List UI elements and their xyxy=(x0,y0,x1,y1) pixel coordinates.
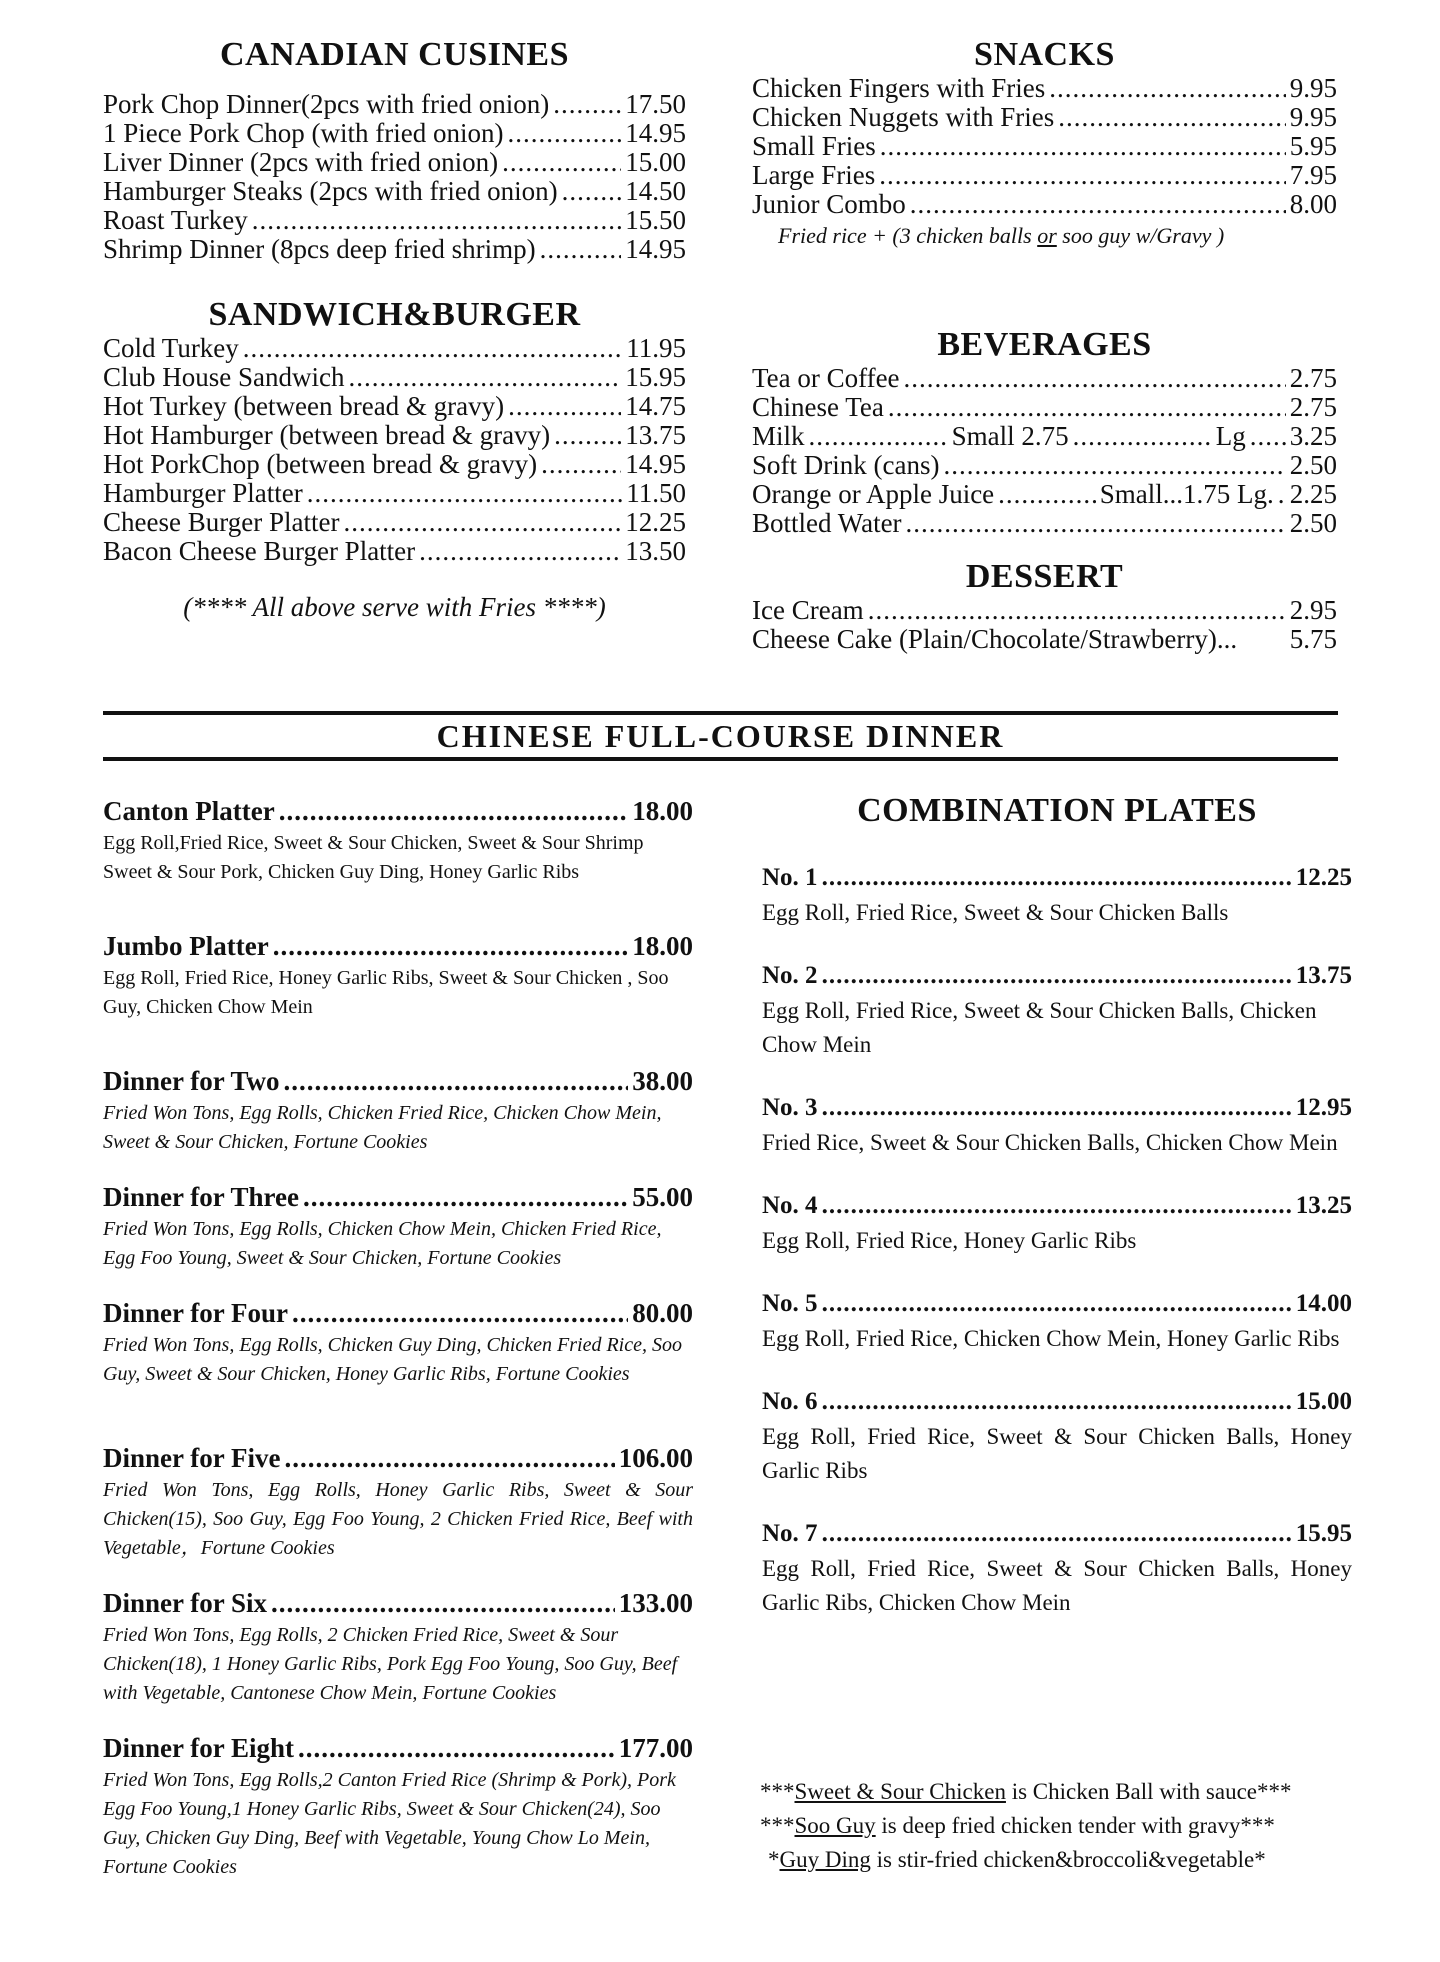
leader-dots xyxy=(252,206,621,235)
leader-dots xyxy=(303,1181,628,1213)
snacks-section xyxy=(752,36,1337,249)
menu-item xyxy=(103,90,686,119)
combo-item xyxy=(762,1518,1352,1620)
sandwich-heading: SANDWICH&BURGER xyxy=(208,296,581,333)
item-name: Hamburger Steaks (2pcs with fried onion) xyxy=(103,176,558,206)
combo-price: 15.00 xyxy=(1295,1388,1352,1415)
combo-title-row xyxy=(762,862,1352,894)
item-large-label: Lg xyxy=(1215,421,1246,451)
footnote-prefix: * xyxy=(768,1847,780,1872)
leader-dots xyxy=(554,421,621,450)
combo-title-row xyxy=(762,960,1352,992)
menu-item xyxy=(103,363,686,392)
item-price: 14.75 xyxy=(625,391,686,421)
item-name: Junior Combo xyxy=(752,189,906,219)
item-name: Cheese Burger Platter xyxy=(103,507,340,537)
combo-item xyxy=(762,1386,1352,1488)
leader-dots xyxy=(1278,480,1286,509)
combos-section xyxy=(762,792,1352,1650)
combo-price: 14.00 xyxy=(1295,1290,1352,1317)
platter-name: Dinner for Four xyxy=(103,1298,288,1328)
combos-heading: COMBINATION PLATES xyxy=(857,792,1257,829)
item-name: Bottled Water xyxy=(752,508,902,538)
combo-name: No. 5 xyxy=(762,1290,818,1317)
item-name: Small Fries xyxy=(752,131,876,161)
leader-dots xyxy=(822,1386,1292,1418)
beverages-section xyxy=(752,326,1337,538)
platter-name: Dinner for Five xyxy=(103,1443,281,1473)
item-price: 14.95 xyxy=(625,118,686,148)
menu-item xyxy=(752,393,1337,422)
footnote-term: Soo Guy xyxy=(794,1813,876,1838)
divider-bottom xyxy=(103,757,1338,761)
item-price: 9.95 xyxy=(1289,73,1337,103)
combo-desc: Egg Roll, Fried Rice, Sweet & Sour Chicken Balls, Honey Garlic Ribs xyxy=(762,1424,1352,1483)
platter-desc: Egg Roll, Fried Rice, Honey Garlic Ribs, Sweet & Sour Chicken , Soo Guy, Chicken Chow Mein xyxy=(103,967,669,1018)
menu-item xyxy=(103,206,686,235)
platter-price: 133.00 xyxy=(618,1588,693,1618)
item-name: Soft Drink (cans) xyxy=(752,450,940,480)
menu-item xyxy=(103,177,686,206)
item-price: 2.95 xyxy=(1289,595,1337,625)
item-price: 15.95 xyxy=(625,362,686,392)
footnote xyxy=(760,1775,1360,1809)
platter-name: Canton Platter xyxy=(103,796,275,826)
leader-dots xyxy=(273,930,629,962)
menu-item xyxy=(752,625,1337,654)
item-name: Bacon Cheese Burger Platter xyxy=(103,536,416,566)
note-text: soo guy w/Gravy ) xyxy=(1056,223,1225,248)
leader-dots xyxy=(1058,103,1286,132)
leader-dots xyxy=(822,862,1292,894)
item-name: Shrimp Dinner (8pcs deep fried shrimp) xyxy=(103,234,536,264)
combo-name: No. 7 xyxy=(762,1520,818,1547)
platter-desc: Fried Won Tons, Egg Rolls, 2 Chicken Fried Rice, Sweet & Sour Chicken(18), 1 Honey Garlic Ribs, Pork Egg Foo Young, Soo Guy, Beef with Vegetable, Cantonese Chow Mein, Fortune Cookies xyxy=(103,1624,678,1704)
divider-top xyxy=(103,711,1338,715)
item-price: 11.95 xyxy=(626,333,686,363)
leader-dots xyxy=(562,177,622,206)
leader-dots xyxy=(1073,422,1212,451)
dessert-heading: DESSERT xyxy=(965,558,1124,595)
snacks-heading: SNACKS xyxy=(974,36,1115,73)
canadian-heading: CANADIAN CUSINES xyxy=(220,36,569,73)
combo-desc: Egg Roll, Fried Rice, Sweet & Sour Chicken Balls, Chicken Chow Mein xyxy=(762,998,1317,1057)
platter-desc: Fried Won Tons, Egg Rolls, Chicken Guy Ding, Chicken Fried Rice, Soo Guy, Sweet & Sour Chicken, Honey Garlic Ribs, Fortune Cookies xyxy=(103,1334,682,1385)
item-name: Club House Sandwich xyxy=(103,362,345,392)
platter-item xyxy=(103,1732,693,1882)
platter-item xyxy=(103,1181,693,1297)
combo-name: No. 2 xyxy=(762,962,818,989)
leader-dots xyxy=(822,1518,1292,1550)
item-name: Cheese Cake (Plain/Chocolate/Strawberry)... xyxy=(752,624,1238,654)
leader-dots xyxy=(998,480,1096,509)
combo-item xyxy=(762,960,1352,1062)
combo-item xyxy=(762,862,1352,930)
leader-dots xyxy=(419,537,621,566)
combo-price: 12.95 xyxy=(1295,1094,1352,1121)
sandwich-list xyxy=(103,334,686,566)
footnote-text: is deep fried chicken tender with gravy*** xyxy=(875,1813,1275,1838)
menu-item xyxy=(103,392,686,421)
menu-item xyxy=(752,596,1337,625)
platter-title-row xyxy=(103,1065,693,1097)
combo-title-row xyxy=(762,1190,1352,1222)
sandwich-section xyxy=(103,296,686,566)
platter-title-row xyxy=(103,1442,693,1474)
leader-dots xyxy=(541,450,621,479)
platter-name: Jumbo Platter xyxy=(103,931,269,961)
junior-combo-note xyxy=(778,223,1337,249)
combo-item xyxy=(762,1288,1352,1356)
platter-item xyxy=(103,1065,693,1181)
combo-name: No. 4 xyxy=(762,1192,818,1219)
leader-dots xyxy=(540,235,622,264)
item-price: 14.50 xyxy=(625,176,686,206)
menu-item xyxy=(752,509,1337,538)
menu-item xyxy=(103,450,686,479)
footnote-term: Guy Ding xyxy=(779,1847,871,1872)
footnote xyxy=(760,1809,1360,1843)
menu-item xyxy=(103,235,686,264)
combo-price: 12.25 xyxy=(1295,864,1352,891)
leader-dots xyxy=(822,1288,1292,1320)
note-text: Fried rice + (3 chicken balls xyxy=(778,223,1038,248)
leader-dots xyxy=(943,451,1285,480)
platter-item xyxy=(103,930,693,1065)
leader-dots xyxy=(298,1732,615,1764)
combo-name: No. 1 xyxy=(762,864,818,891)
item-price: 5.75 xyxy=(1289,624,1337,654)
leader-dots xyxy=(279,795,629,827)
item-price: 15.50 xyxy=(625,205,686,235)
leader-dots xyxy=(271,1587,615,1619)
combo-price: 15.95 xyxy=(1295,1520,1352,1547)
leader-dots xyxy=(822,1092,1292,1124)
item-name: Chinese Tea xyxy=(752,392,884,422)
platter-desc: Fried Won Tons, Egg Rolls, Chicken Chow Mein, Chicken Fried Rice, Egg Foo Young, Sweet & Sour Chicken, Fortune Cookies xyxy=(103,1218,662,1269)
leader-dots xyxy=(1250,422,1286,451)
platter-name: Dinner for Six xyxy=(103,1588,268,1618)
combo-desc: Egg Roll, Fried Rice, Sweet & Sour Chicken Balls, Honey Garlic Ribs, Chicken Chow Mein xyxy=(762,1556,1352,1615)
item-name: Pork Chop Dinner(2pcs with fried onion) xyxy=(103,89,550,119)
item-name: Chicken Nuggets with Fries xyxy=(752,102,1055,132)
platter-desc: Fried Won Tons, Egg Rolls, Chicken Fried Rice, Chicken Chow Mein, Sweet & Sour Chicken, Fortune Cookies xyxy=(103,1102,662,1153)
item-name: Cold Turkey xyxy=(103,333,239,363)
leader-dots xyxy=(507,119,621,148)
platter-name: Dinner for Eight xyxy=(103,1733,295,1763)
item-name: Roast Turkey xyxy=(103,205,248,235)
platter-desc: Fried Won Tons, Egg Rolls,2 Canton Fried Rice (Shrimp & Pork), Pork Egg Foo Young,1 Honey Garlic Ribs, Sweet & Sour Chicken(24), Soo Guy, Chicken Guy Ding, Beef with Vegetable, Young Chow Lo Mein, Fortune Cookies xyxy=(103,1769,676,1878)
platter-title-row xyxy=(103,1732,693,1764)
combo-title-row xyxy=(762,1518,1352,1550)
footnote xyxy=(760,1843,1360,1877)
platter-item xyxy=(103,1587,693,1732)
combo-name: No. 6 xyxy=(762,1388,818,1415)
platter-price: 18.00 xyxy=(632,931,693,961)
platter-price: 18.00 xyxy=(632,796,693,826)
menu-item xyxy=(103,508,686,537)
leader-dots xyxy=(880,132,1286,161)
item-name: Hot Hamburger (between bread & gravy) xyxy=(103,420,551,450)
item-name: Hamburger Platter xyxy=(103,478,303,508)
combo-desc: Fried Rice, Sweet & Sour Chicken Balls, Chicken Chow Mein xyxy=(762,1130,1338,1155)
platter-price: 55.00 xyxy=(632,1182,693,1212)
platter-item xyxy=(103,1442,693,1587)
item-price: 17.50 xyxy=(625,89,686,119)
menu-item xyxy=(752,451,1337,480)
menu-item xyxy=(103,148,686,177)
item-name: Ice Cream xyxy=(752,595,864,625)
leader-dots xyxy=(822,1190,1292,1222)
leader-dots xyxy=(553,90,621,119)
menu-item xyxy=(103,334,686,363)
menu-item-juice xyxy=(752,480,1337,509)
combo-price: 13.75 xyxy=(1295,962,1352,989)
platter-title-row xyxy=(103,1587,693,1619)
canadian-section xyxy=(103,36,686,264)
menu-item xyxy=(103,537,686,566)
platter-price: 106.00 xyxy=(618,1443,693,1473)
platters-section xyxy=(103,795,693,1882)
menu-item xyxy=(103,479,686,508)
leader-dots xyxy=(1049,74,1286,103)
item-price: 14.95 xyxy=(625,234,686,264)
platter-price: 80.00 xyxy=(632,1298,693,1328)
item-name: Hot Turkey (between bread & gravy) xyxy=(103,391,505,421)
footnote-text: is stir-fried chicken&broccoli&vegetable* xyxy=(870,1847,1266,1872)
platter-title-row xyxy=(103,930,693,962)
leader-dots xyxy=(343,508,621,537)
platter-name: Dinner for Two xyxy=(103,1066,280,1096)
footnotes xyxy=(760,1775,1360,1877)
item-price: 12.25 xyxy=(625,507,686,537)
combo-item xyxy=(762,1092,1352,1160)
item-name: Milk xyxy=(752,421,805,451)
leader-dots xyxy=(822,960,1292,992)
dessert-section xyxy=(752,558,1337,654)
item-price: 9.95 xyxy=(1289,102,1337,132)
leader-dots xyxy=(292,1297,628,1329)
platter-item xyxy=(103,1297,693,1442)
leader-dots xyxy=(243,334,622,363)
combo-name: No. 3 xyxy=(762,1094,818,1121)
combo-desc: Egg Roll, Fried Rice, Sweet & Sour Chicken Balls xyxy=(762,900,1229,925)
platter-title-row xyxy=(103,1297,693,1329)
menu-item xyxy=(752,74,1337,103)
combo-title-row xyxy=(762,1288,1352,1320)
leader-dots xyxy=(284,1065,629,1097)
leader-dots xyxy=(910,190,1286,219)
leader-dots xyxy=(906,509,1286,538)
footnote-prefix: *** xyxy=(760,1813,795,1838)
item-price: 7.95 xyxy=(1289,160,1337,190)
beverages-heading: BEVERAGES xyxy=(937,326,1152,363)
platter-item xyxy=(103,795,693,930)
item-price: 13.50 xyxy=(625,536,686,566)
item-price: 2.50 xyxy=(1289,508,1337,538)
leader-dots xyxy=(904,364,1286,393)
platter-price: 38.00 xyxy=(632,1066,693,1096)
menu-item xyxy=(752,132,1337,161)
combo-price: 13.25 xyxy=(1295,1192,1352,1219)
leader-dots xyxy=(508,392,621,421)
item-price: 2.25 xyxy=(1289,479,1337,509)
item-name: Chicken Fingers with Fries xyxy=(752,73,1046,103)
footnote-prefix: *** xyxy=(760,1779,795,1804)
item-price: 2.50 xyxy=(1289,450,1337,480)
platter-price: 177.00 xyxy=(618,1733,693,1763)
footnote-text: is Chicken Ball with sauce*** xyxy=(1005,1779,1292,1804)
platter-title-row xyxy=(103,1181,693,1213)
leader-dots xyxy=(348,363,621,392)
footnote-term: Sweet & Sour Chicken xyxy=(794,1779,1006,1804)
combo-title-row xyxy=(762,1092,1352,1124)
leader-dots xyxy=(868,596,1286,625)
canadian-list xyxy=(103,90,686,264)
platter-name: Dinner for Three xyxy=(103,1182,300,1212)
item-name: Orange or Apple Juice xyxy=(752,479,995,509)
menu-item xyxy=(752,161,1337,190)
item-price: 11.50 xyxy=(626,478,686,508)
item-price: 3.25 xyxy=(1289,421,1337,451)
combo-title-row xyxy=(762,1386,1352,1418)
item-price: 14.95 xyxy=(625,449,686,479)
leader-dots xyxy=(809,422,948,451)
item-price: 13.75 xyxy=(625,420,686,450)
item-name: Tea or Coffee xyxy=(752,363,900,393)
item-sizes: Small...1.75 Lg. xyxy=(1099,479,1274,509)
platter-title-row xyxy=(103,795,693,827)
item-price: 15.00 xyxy=(625,147,686,177)
combo-item xyxy=(762,1190,1352,1258)
menu-item xyxy=(103,421,686,450)
item-price: 8.00 xyxy=(1289,189,1337,219)
leader-dots xyxy=(879,161,1286,190)
combo-desc: Egg Roll, Fried Rice, Chicken Chow Mein, Honey Garlic Ribs xyxy=(762,1326,1340,1351)
fries-note: (**** All above serve with Fries ****) xyxy=(183,592,606,622)
item-price: 2.75 xyxy=(1289,363,1337,393)
leader-dots xyxy=(888,393,1286,422)
note-or: or xyxy=(1037,223,1057,248)
item-price: 2.75 xyxy=(1289,392,1337,422)
leader-dots xyxy=(284,1442,614,1474)
item-name: Large Fries xyxy=(752,160,876,190)
leader-dots xyxy=(307,479,623,508)
menu-item-milk xyxy=(752,422,1337,451)
menu-item xyxy=(103,119,686,148)
item-price: 5.95 xyxy=(1289,131,1337,161)
platter-desc: Fried Won Tons, Egg Rolls, Honey Garlic Ribs, Sweet & Sour Chicken(15), Soo Guy, Egg Foo Young, 2 Chicken Fried Rice, Beef with Vegetable，Fortune Cookies xyxy=(103,1479,693,1559)
item-name: Hot PorkChop (between bread & gravy) xyxy=(103,449,538,479)
menu-item xyxy=(752,103,1337,132)
item-small-size: Small 2.75 xyxy=(951,421,1069,451)
item-name: 1 Piece Pork Chop (with fried onion) xyxy=(103,118,504,148)
menu-item xyxy=(752,364,1337,393)
combo-desc: Egg Roll, Fried Rice, Honey Garlic Ribs xyxy=(762,1228,1137,1253)
leader-dots xyxy=(502,148,621,177)
platter-desc: Egg Roll,Fried Rice, Sweet & Sour Chicken, Sweet & Sour Shrimp Sweet & Sour Pork, Chicken Guy Ding, Honey Garlic Ribs xyxy=(103,832,644,883)
item-name: Liver Dinner (2pcs with fried onion) xyxy=(103,147,499,177)
chinese-dinner-heading: CHINESE FULL-COURSE DINNER xyxy=(436,718,1005,754)
menu-item xyxy=(752,190,1337,219)
